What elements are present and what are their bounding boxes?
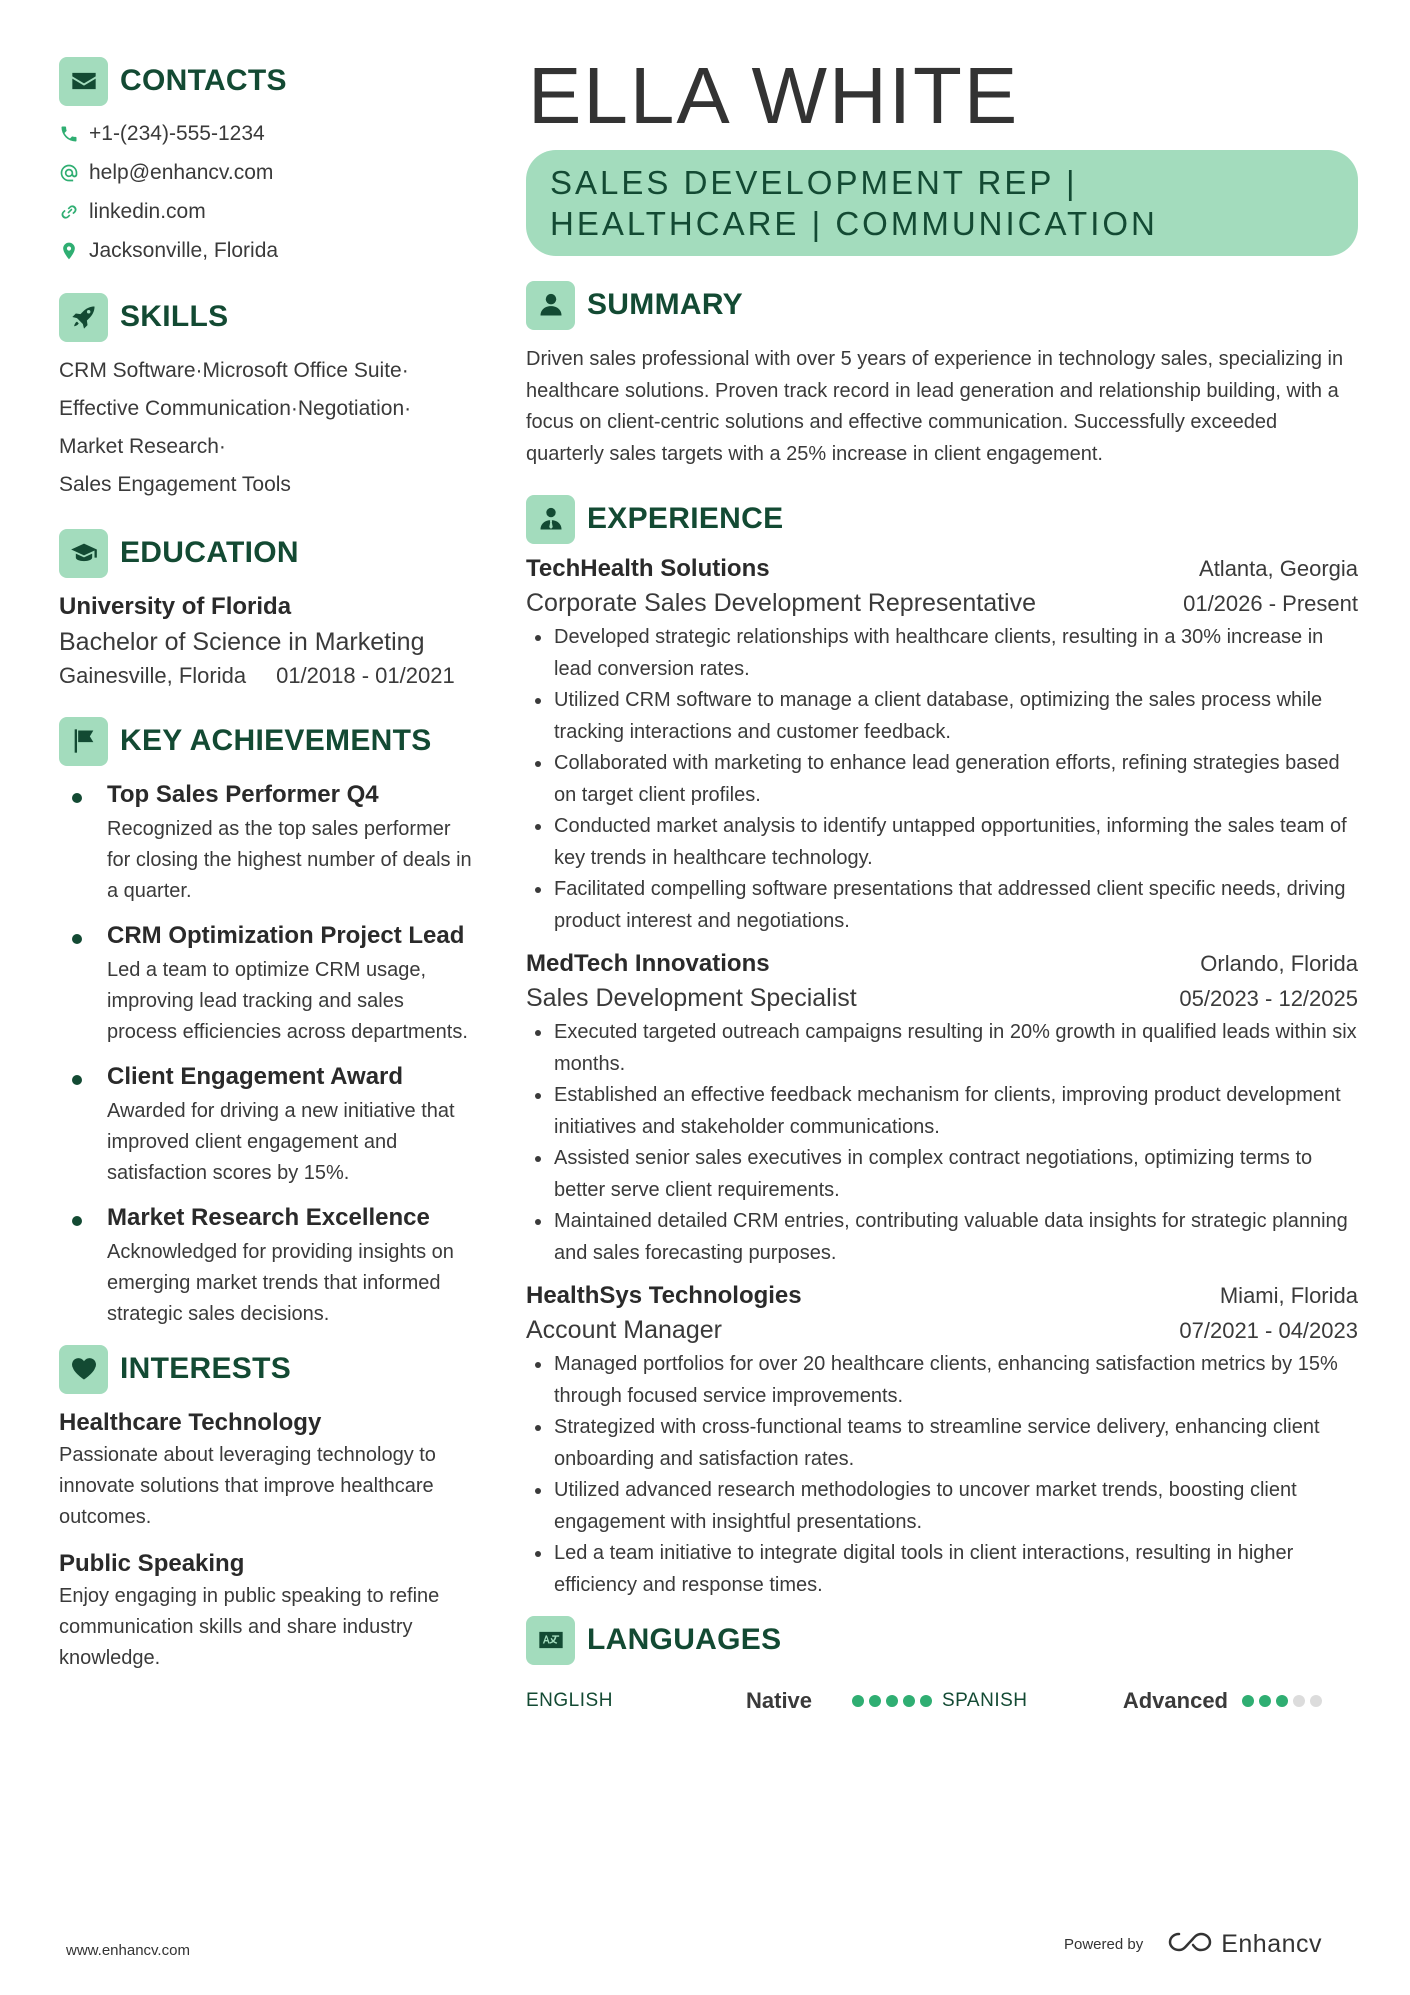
edu-dates: 01/2018 - 01/2021 [276, 663, 455, 688]
interest-desc: Passionate about leveraging technology to innovate solutions that improve healthcare outcomes. [59, 1444, 436, 1528]
phone-text: +1-(234)-555-1234 [89, 121, 265, 145]
job-company: MedTech Innovations [526, 950, 770, 977]
job-role: Sales Development Specialist [526, 984, 857, 1012]
job-header-row [526, 1279, 1358, 1313]
job-bullet: Maintained detailed CRM entries, contributing valuable data insights for strategic planning and sales forecasting purposes. [526, 1206, 1358, 1269]
job-bullet: Managed portfolios for over 20 healthcare clients, enhancing satisfaction metrics by 15% through focused service improvements. [526, 1349, 1358, 1412]
achievement-title: Client Engagement Award [107, 1063, 404, 1090]
skill-item: Sales Engagement Tools [59, 473, 291, 496]
achievements-list [59, 780, 479, 1330]
experience-heading [526, 494, 1358, 544]
interests-heading [59, 1344, 479, 1394]
rating-dot-empty [1310, 1695, 1322, 1707]
section-title: CONTACTS [120, 64, 287, 97]
languages-list [526, 1681, 1358, 1721]
language-name: SPANISH [942, 1690, 1028, 1711]
rating-dot-filled [1276, 1695, 1288, 1707]
achievement-item [59, 1203, 479, 1330]
at-icon [59, 163, 79, 183]
rating-dot-filled [1259, 1695, 1271, 1707]
skill-item: Effective Communication [59, 397, 291, 420]
contact-location [59, 231, 479, 270]
contacts-heading [59, 56, 479, 106]
section-title: EDUCATION [120, 536, 299, 569]
rating-dot-filled [903, 1695, 915, 1707]
footer-website[interactable]: www.enhancv.com [66, 1942, 190, 1959]
skills-line [59, 466, 479, 504]
contact-phone[interactable] [59, 114, 479, 153]
candidate-name: ELLA WHITE [528, 51, 1020, 140]
job-role: Corporate Sales Development Representative [526, 589, 1036, 617]
achievement-item [59, 921, 479, 1048]
skills-heading [59, 292, 479, 342]
job-bullet: Established an effective feedback mechanism for clients, improving product development initiatives and stakeholder communications. [526, 1080, 1358, 1143]
job-role-row [526, 1313, 1358, 1347]
section-title: SKILLS [120, 300, 229, 333]
skill-item: Market Research [59, 435, 219, 458]
job-role-row [526, 586, 1358, 620]
job-bullet: Facilitated compelling software presentations that addressed client specific needs, driving product interest and negotiations. [526, 874, 1358, 937]
rating-dot-filled [920, 1695, 932, 1707]
skill-item: CRM Software [59, 359, 196, 382]
job-bullet: Utilized CRM software to manage a client database, optimizing the sales process while tracking interactions and customer feedback. [526, 685, 1358, 748]
achievements-heading [59, 716, 479, 766]
location-text: Jacksonville, Florida [89, 238, 279, 262]
job-bullet: Developed strategic relationships with healthcare clients, resulting in a 30% increase in lead conversion rates. [526, 622, 1358, 685]
job-bullet: Led a team initiative to integrate digital tools in client interactions, resulting in higher efficiency and response times. [526, 1538, 1358, 1601]
section-title: EXPERIENCE [587, 502, 784, 535]
achievement-desc: Recognized as the top sales performer for closing the highest number of deals in a quarter. [107, 818, 472, 902]
job-entry [526, 552, 1358, 937]
job-company: HealthSys Technologies [526, 1282, 802, 1309]
section-title: INTERESTS [120, 1352, 292, 1385]
job-location: Atlanta, Georgia [1199, 556, 1358, 581]
graduation-cap-icon [59, 529, 108, 578]
job-entry [526, 947, 1358, 1269]
language-item [526, 1688, 942, 1714]
job-bullet: Strategized with cross-functional teams to streamline service delivery, enhancing client onboarding and satisfaction rates. [526, 1412, 1358, 1475]
rocket-icon [59, 293, 108, 342]
edu-location: Gainesville, Florida [59, 663, 247, 688]
job-dates: 05/2023 - 12/2025 [1179, 986, 1358, 1011]
rating-dot-empty [1293, 1695, 1305, 1707]
headline-badge [526, 150, 1358, 256]
job-bullet: Collaborated with marketing to enhance lead generation efforts, refining strategies based on target client profiles. [526, 748, 1358, 811]
language-item [942, 1688, 1358, 1714]
rating-dot-filled [852, 1695, 864, 1707]
job-bullet: Utilized advanced research methodologies to uncover market trends, boosting client engagement with insightful presentations. [526, 1475, 1358, 1538]
footer-branding [1064, 1930, 1322, 1959]
job-bullets [526, 1017, 1358, 1269]
achievement-desc: Led a team to optimize CRM usage, improving lead tracking and sales process efficiencies across departments. [107, 959, 468, 1043]
job-bullets [526, 622, 1358, 937]
job-role: Account Manager [526, 1316, 722, 1344]
job-header-row [526, 947, 1358, 981]
linkedin-text: linkedin.com [89, 199, 206, 223]
education-heading [59, 528, 479, 578]
job-location: Orlando, Florida [1200, 951, 1358, 976]
job-bullet: Assisted senior sales executives in complex contract negotiations, optimizing terms to better serve client requirements. [526, 1143, 1358, 1206]
interest-title: Healthcare Technology [59, 1409, 322, 1436]
achievement-item [59, 1062, 479, 1189]
user-icon [526, 281, 575, 330]
job-company: TechHealth Solutions [526, 555, 770, 582]
job-entry [526, 1279, 1358, 1601]
email-text: help@enhancv.com [89, 160, 274, 184]
headline-text: SALES DEVELOPMENT REP | HEALTHCARE | COMMUNICATION [550, 164, 1158, 242]
link-icon [59, 202, 79, 222]
right-column [526, 50, 1358, 1721]
contact-linkedin[interactable] [59, 192, 479, 231]
powered-by-text: Powered by [1064, 1936, 1144, 1953]
language-level: Advanced [1122, 1688, 1228, 1713]
achievement-title: Market Research Excellence [107, 1204, 430, 1231]
section-title: SUMMARY [587, 288, 743, 321]
heart-icon [59, 1345, 108, 1394]
achievement-desc: Acknowledged for providing insights on emerging market trends that informed strategic sales decisions. [107, 1241, 454, 1325]
skills-line: Effective Communication·Negotiation· [59, 397, 412, 420]
skills-line: Market Research· [59, 435, 226, 458]
job-dates: 07/2021 - 04/2023 [1179, 1318, 1358, 1343]
interest-title: Public Speaking [59, 1550, 245, 1577]
translate-icon [526, 1616, 575, 1665]
skills-list [59, 352, 479, 504]
language-rating [852, 1695, 932, 1707]
skills-line: CRM Software·Microsoft Office Suite· [59, 359, 409, 382]
brand-name: Enhancv [1221, 1930, 1323, 1958]
skill-item: Microsoft Office Suite [202, 359, 402, 382]
languages-heading [526, 1615, 1358, 1665]
section-title: LANGUAGES [587, 1623, 782, 1656]
achievement-title: CRM Optimization Project Lead [107, 922, 465, 949]
flag-icon [59, 717, 108, 766]
job-bullet: Executed targeted outreach campaigns resulting in 20% growth in qualified leads within six months. [526, 1017, 1358, 1080]
language-name: ENGLISH [526, 1690, 613, 1711]
edu-meta [59, 660, 479, 692]
rating-dot-filled [869, 1695, 881, 1707]
job-location: Miami, Florida [1219, 1283, 1358, 1308]
summary-text: Driven sales professional with over 5 years of experience in technology sales, specializing in healthcare solutions. Proven track record in lead generation and relationship building, with a focus on client-centric solutions and effective communication. Successfully exceeded quarterly sales targets with a 25% increase in client engagement. [526, 348, 1344, 465]
contact-email[interactable] [59, 153, 479, 192]
enhancv-logo-icon [1167, 1930, 1213, 1959]
language-rating [1242, 1695, 1322, 1707]
location-pin-icon [59, 241, 79, 261]
job-dates: 01/2026 - Present [1183, 591, 1358, 616]
achievement-item [59, 780, 479, 907]
experience-list [526, 552, 1358, 1601]
briefcase-user-icon [526, 495, 575, 544]
section-title: KEY ACHIEVEMENTS [120, 724, 432, 757]
summary-heading [526, 280, 1358, 330]
language-level: Native [746, 1688, 813, 1713]
phone-icon [59, 124, 79, 144]
edu-school: University of Florida [59, 593, 292, 620]
job-bullets [526, 1349, 1358, 1601]
left-column [59, 56, 479, 1688]
rating-dot-filled [886, 1695, 898, 1707]
education-entry [59, 590, 479, 692]
interest-desc: Enjoy engaging in public speaking to refine communication skills and share industry knowledge. [59, 1585, 440, 1669]
job-role-row [526, 981, 1358, 1015]
achievement-desc: Awarded for driving a new initiative that improved client engagement and satisfaction scores by 15%. [107, 1100, 455, 1184]
skill-item: Negotiation [297, 397, 405, 420]
achievement-title: Top Sales Performer Q4 [107, 781, 379, 808]
interests-list [59, 1406, 479, 1674]
envelope-icon [59, 57, 108, 106]
job-bullet: Conducted market analysis to identify untapped opportunities, informing the sales team of key trends in healthcare technology. [526, 811, 1358, 874]
edu-degree: Bachelor of Science in Marketing [59, 628, 425, 656]
job-header-row [526, 552, 1358, 586]
rating-dot-filled [1242, 1695, 1254, 1707]
